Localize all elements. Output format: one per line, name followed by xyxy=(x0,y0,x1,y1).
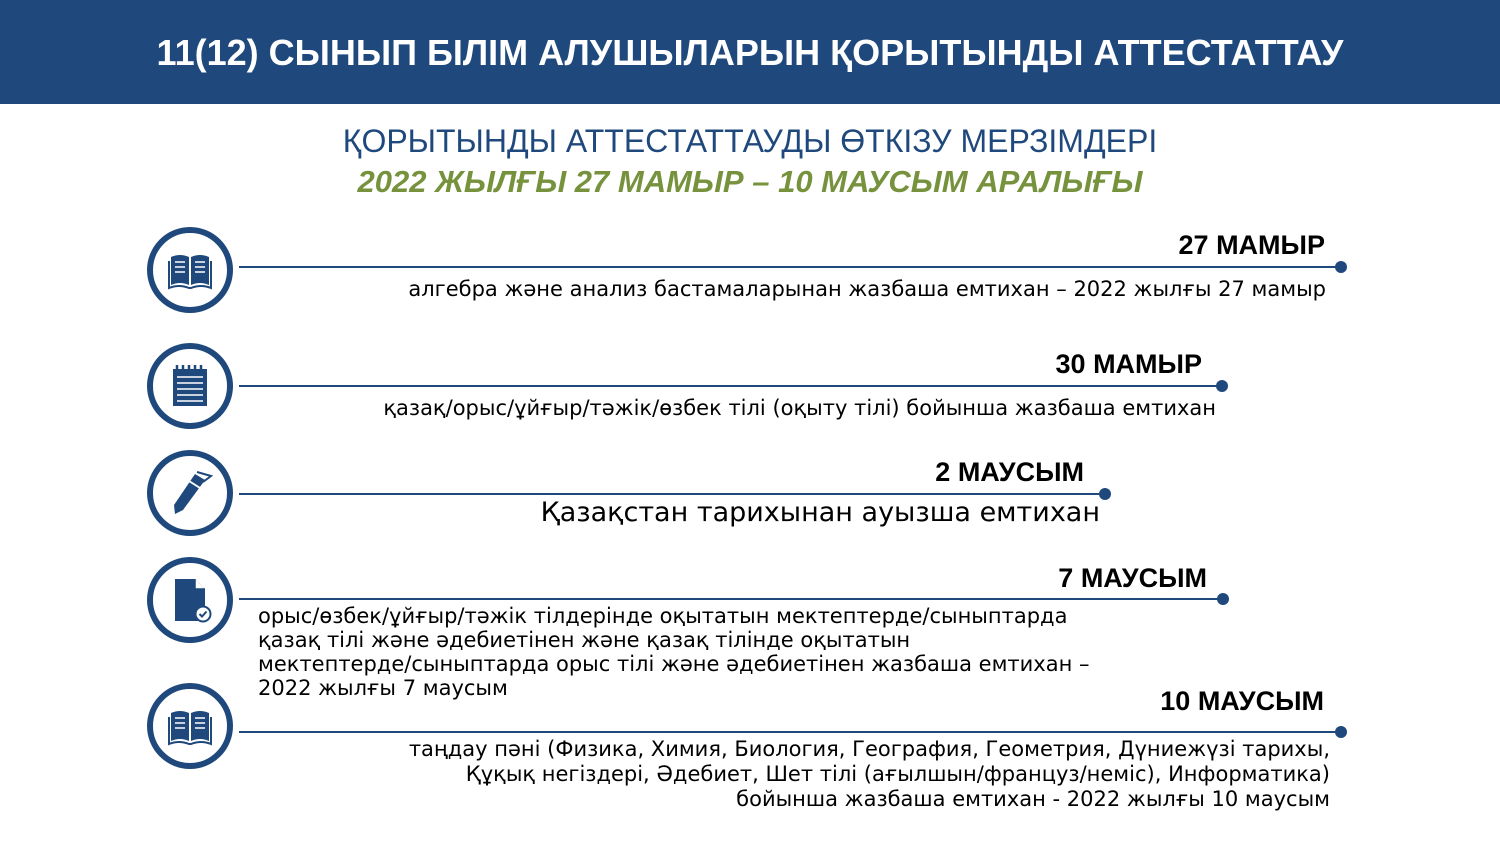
timeline-line-5 xyxy=(239,731,1341,733)
subtitle-date-range: 2022 ЖЫЛҒЫ 27 МАМЫР – 10 МАУСЫМ АРАЛЫҒЫ xyxy=(357,164,1143,199)
timeline-date-1: 27 МАМЫР xyxy=(1178,230,1325,260)
timeline-date-5: 10 МАУСЫМ xyxy=(1160,686,1324,716)
timeline-circle-2 xyxy=(147,343,233,429)
desc-line: қазақ/орыс/ұйғыр/тәжік/өзбек тілі (оқыту тілі) бойынша жазбаша емтихан xyxy=(383,396,1216,420)
desc-line: мектептерде/сыныптарда орыс тілі және әдебиетінен жазбаша емтихан – xyxy=(258,652,1090,676)
subtitle-heading: ҚОРЫТЫНДЫ АТТЕСТАТТАУДЫ ӨТКІЗУ МЕРЗІМДЕРІ xyxy=(342,123,1158,159)
timeline-line-1 xyxy=(239,266,1341,268)
timeline-circle-5 xyxy=(147,683,233,769)
timeline-line-2 xyxy=(239,385,1222,387)
timeline-desc-2 xyxy=(383,396,1216,421)
timeline-dot-1 xyxy=(1335,261,1347,273)
document-check-icon xyxy=(167,577,213,623)
notepad-icon xyxy=(167,363,213,409)
header-bar xyxy=(0,0,1500,104)
timeline-date-4: 7 МАУСЫМ xyxy=(1058,563,1207,593)
timeline-desc-3 xyxy=(541,497,1100,529)
desc-line: алгебра және анализ бастамаларынан жазбаша емтихан – 2022 жылғы 27 мамыр xyxy=(408,277,1326,301)
timeline-desc-1 xyxy=(408,277,1326,302)
timeline-circle-1 xyxy=(147,227,233,313)
desc-line: Қазақстан тарихынан ауызша емтихан xyxy=(540,497,1100,528)
timeline-desc-4 xyxy=(258,604,1090,700)
timeline-dot-4 xyxy=(1217,593,1229,605)
timeline-dot-5 xyxy=(1335,726,1347,738)
desc-line: Құқық негіздері, Әдебиет, Шет тілі (ағылшын/француз/неміс), Информатика) xyxy=(465,762,1330,786)
desc-line: 2022 жылғы 7 маусым xyxy=(258,676,508,700)
desc-line: таңдау пәні (Физика, Химия, Биология, География, Геометрия, Дүниежүзі тарихы, xyxy=(408,737,1330,761)
timeline-circle-4 xyxy=(147,557,233,643)
timeline-desc-5 xyxy=(409,737,1330,812)
timeline-dot-2 xyxy=(1216,380,1228,392)
pencil-icon xyxy=(167,470,213,516)
timeline-date-3: 2 МАУСЫМ xyxy=(935,457,1084,487)
timeline-line-3 xyxy=(239,493,1105,495)
desc-line: орыс/өзбек/ұйғыр/тәжік тілдерінде оқытатын мектептерде/сыныптарда xyxy=(258,604,1068,628)
page-title: 11(12) СЫНЫП БІЛІМ АЛУШЫЛАРЫН ҚОРЫТЫНДЫ АТТЕСТАТТАУ xyxy=(156,32,1344,73)
timeline-circle-3 xyxy=(147,450,233,536)
timeline-date-2: 30 МАМЫР xyxy=(1055,349,1202,379)
timeline-dot-3 xyxy=(1099,488,1111,500)
book-icon xyxy=(167,703,213,749)
desc-line: бойынша жазбаша емтихан - 2022 жылғы 10 маусым xyxy=(736,787,1330,811)
timeline-line-4 xyxy=(239,598,1224,600)
book-icon xyxy=(167,247,213,293)
desc-line: қазақ тілі және әдебиетінен және қазақ тілінде оқытатын xyxy=(258,628,911,652)
